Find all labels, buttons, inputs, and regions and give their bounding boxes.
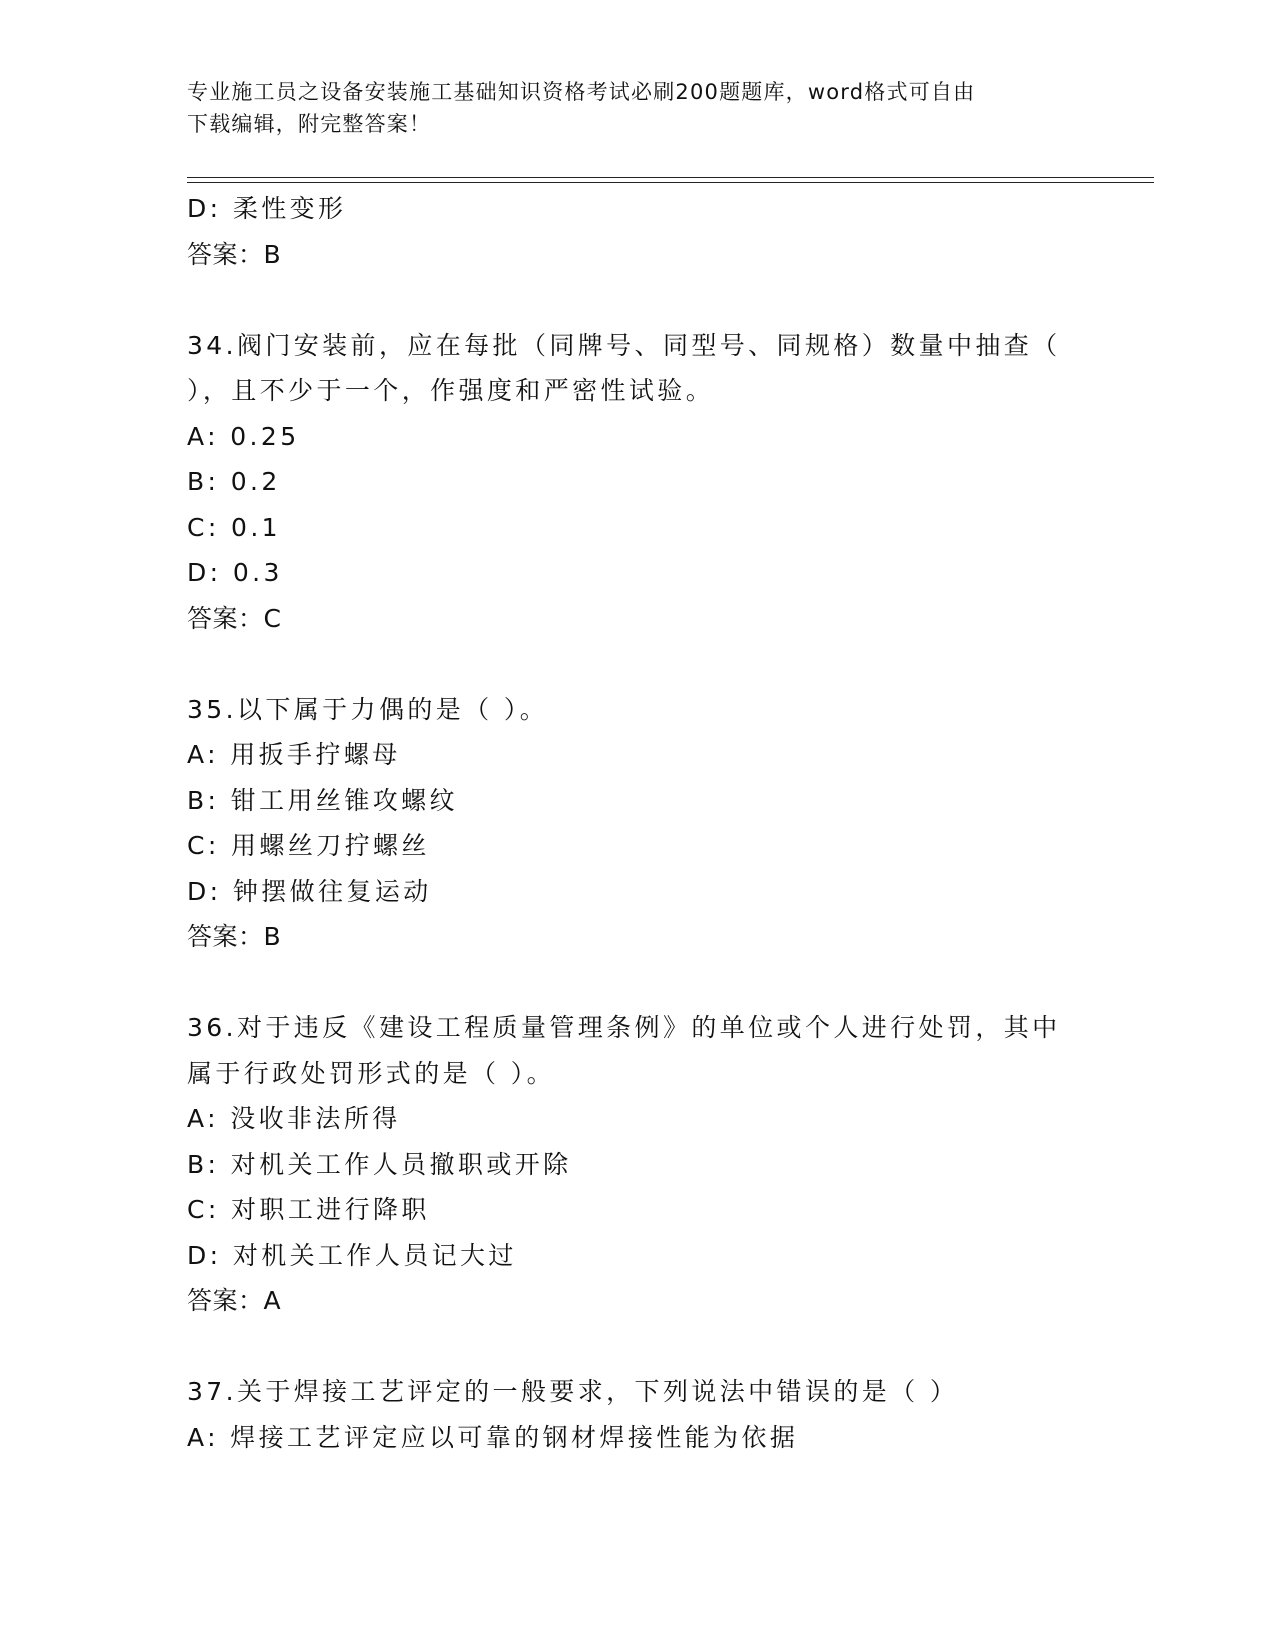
spacer (187, 960, 1087, 1006)
option-d: D: 0.3 (187, 558, 283, 587)
option-a: A: 用扳手拧螺母 (187, 740, 401, 769)
option-a: A: 没收非法所得 (187, 1104, 401, 1133)
question-36 (187, 1005, 1087, 1324)
spacer (187, 641, 1087, 687)
option-a: A: 0.25 (187, 421, 300, 451)
question-stem-cont: ），且不少于一个，作强度和严密性试验。 (187, 376, 715, 405)
option-b: B: 对机关工作人员撤职或开除 (187, 1149, 572, 1179)
document-header (187, 76, 1087, 140)
option-d: D: 对机关工作人员记大过 (187, 1240, 517, 1270)
option-c: C: 0.1 (187, 512, 281, 542)
option-c: C: 用螺丝刀拧螺丝 (187, 831, 430, 860)
option-b: B: 钳工用丝锥攻螺纹 (187, 785, 458, 815)
spacer (187, 277, 1087, 323)
answer: 答案：A (187, 1286, 282, 1315)
question-stem: 34.阀门安装前，应在每批（同牌号、同型号、同规格）数量中抽查（ (187, 330, 1061, 360)
question-stem-cont: 属于行政处罚形式的是（ ）。 (187, 1058, 556, 1088)
header-line-2: 下载编辑，附完整答案！ (187, 112, 432, 136)
header-rule-bottom (187, 182, 1154, 183)
question-stem: 37.关于焊接工艺评定的一般要求，下列说法中错误的是（ ） (187, 1377, 959, 1406)
question-34 (187, 323, 1087, 642)
option-c: C: 对职工进行降职 (187, 1195, 430, 1224)
header-rule-top (187, 177, 1154, 178)
question-stem: 35.以下属于力偶的是（ ）。 (187, 694, 549, 724)
answer: 答案：B (187, 922, 282, 951)
question-35 (187, 687, 1087, 960)
question-stem: 36.对于违反《建设工程质量管理条例》的单位或个人进行处罚，其中 (187, 1013, 1061, 1042)
option-d: D: 钟摆做往复运动 (187, 876, 432, 906)
prev-option-d: D: 柔性变形 (187, 194, 347, 223)
question-list (187, 186, 1087, 1460)
option-a: A: 焊接工艺评定应以可靠的钢材焊接性能为依据 (187, 1422, 799, 1452)
option-b: B: 0.2 (187, 467, 281, 496)
prev-answer: 答案：B (187, 239, 282, 269)
header-line-1: 专业施工员之设备安装施工基础知识资格考试必刷200题题库，word格式可自由 (187, 80, 976, 104)
question-37 (187, 1369, 1087, 1460)
spacer (187, 1324, 1087, 1370)
answer: 答案：C (187, 603, 282, 633)
